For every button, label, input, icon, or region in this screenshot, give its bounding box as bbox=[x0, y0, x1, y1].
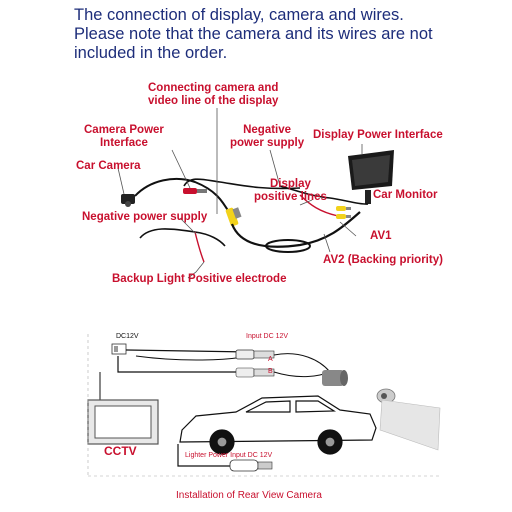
camera-cable bbox=[135, 179, 230, 214]
car-camera-icon bbox=[121, 194, 135, 207]
display-positive-line-1: Display bbox=[269, 178, 311, 190]
dc12v-connector-icon bbox=[112, 344, 126, 354]
display-positive-line-2: positive lines bbox=[254, 191, 327, 203]
bottom-wiring bbox=[100, 350, 252, 400]
header-line-2: Please note that the camera and its wires are not bbox=[74, 25, 433, 43]
port-a-label: A bbox=[268, 356, 273, 363]
negative-supply-right-line-2: power supply bbox=[230, 137, 305, 149]
cctv-label: CCTV bbox=[104, 444, 137, 458]
rear-camera-cable bbox=[274, 354, 330, 377]
backup-light-cable bbox=[195, 232, 204, 262]
rear-camera-icon bbox=[322, 370, 348, 386]
negative-supply-right-line-1: Negative bbox=[243, 124, 292, 136]
camera-power-line-2: Interface bbox=[99, 137, 148, 149]
av2-label: AV2 (Backing priority) bbox=[323, 254, 443, 266]
camera-power-label bbox=[84, 124, 164, 150]
lighter-plug-icon bbox=[230, 460, 272, 471]
car-camera-label: Car Camera bbox=[76, 160, 141, 172]
lighter-power-label: Lighter Power Input DC 12V bbox=[185, 452, 273, 459]
header-line-1: The connection of display, camera and wires. bbox=[74, 6, 404, 24]
negative-supply-left-label: Negative power supply bbox=[82, 211, 208, 223]
negative-power-cable bbox=[140, 229, 225, 246]
camera-view-beam bbox=[380, 400, 440, 450]
negative-supply-right-label bbox=[230, 124, 304, 150]
cctv-monitor-icon bbox=[88, 400, 158, 444]
camera-power-line-1: Camera Power bbox=[84, 124, 164, 136]
car-monitor-label: Car Monitor bbox=[373, 189, 438, 201]
header-line-3: included in the order. bbox=[74, 44, 228, 62]
car-icon bbox=[180, 396, 376, 454]
av1-label: AV1 bbox=[370, 230, 392, 242]
installation-caption: Installation of Rear View Camera bbox=[176, 490, 322, 501]
av-connectors-icon bbox=[336, 206, 351, 219]
connecting-camera-line-2: video line of the display bbox=[148, 95, 279, 107]
camera-power-connector-icon bbox=[183, 188, 207, 194]
port-b-label: B bbox=[268, 368, 273, 375]
dc12v-label: DC12V bbox=[116, 333, 139, 340]
display-power-label: Display Power Interface bbox=[313, 129, 443, 141]
connecting-camera-line-1: Connecting camera and bbox=[148, 82, 279, 94]
display-positive-label bbox=[254, 178, 327, 204]
input-dc12v-label: Input DC 12V bbox=[246, 333, 289, 340]
yellow-rca-connector-icon bbox=[225, 207, 241, 227]
connecting-camera-label bbox=[148, 82, 278, 108]
backup-light-label: Backup Light Positive electrode bbox=[112, 273, 287, 285]
